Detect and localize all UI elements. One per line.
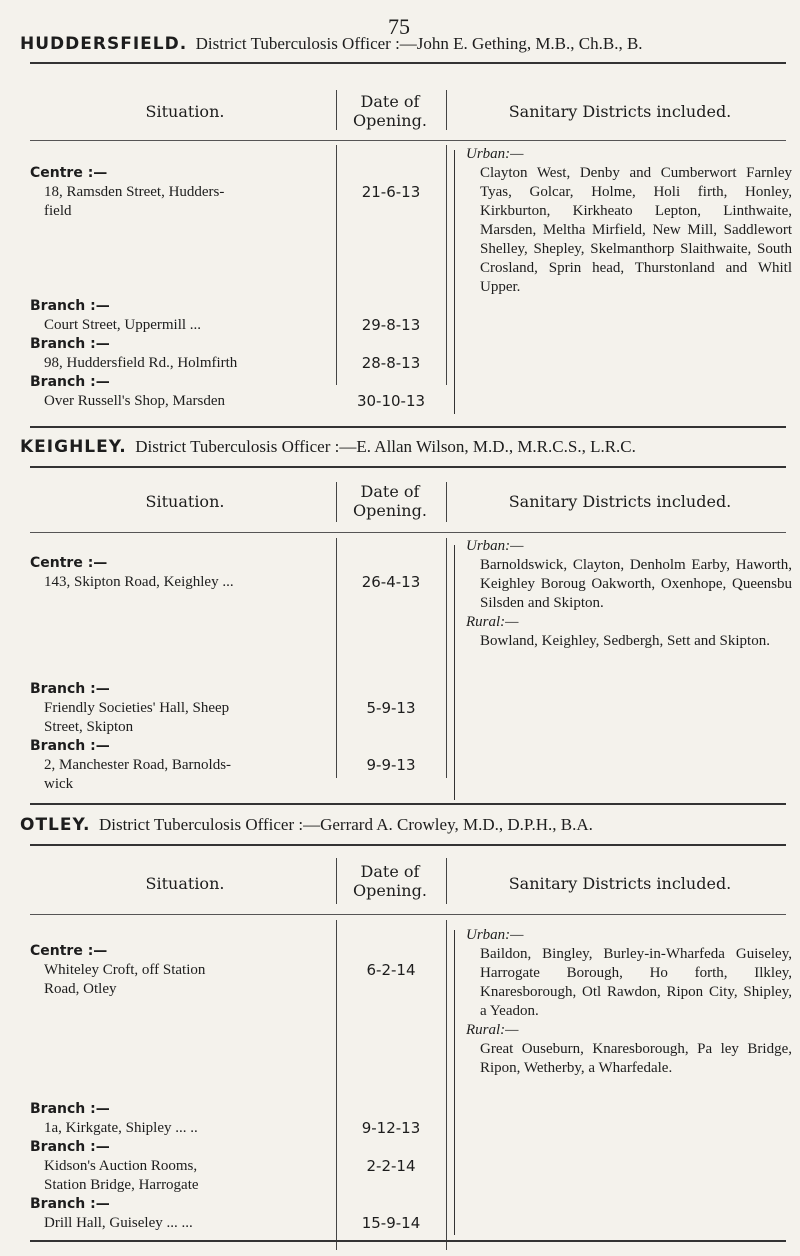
rural-districts: Bowland, Keighley, Sedbergh, Sett and Skipton. bbox=[480, 633, 770, 649]
rural-label: Rural:— bbox=[466, 614, 519, 630]
bracket bbox=[454, 545, 455, 800]
rural-districts: Great Ouseburn, Knaresborough, Pa ley Bridge, Ripon, Wetherby, a Wharfedale. bbox=[480, 1041, 792, 1076]
centre-address-line: 18, Ramsden Street, Hudders- bbox=[44, 184, 225, 200]
section-bottom-rule bbox=[30, 803, 786, 805]
column-divider bbox=[446, 538, 447, 778]
branch-date: 2-2-14 bbox=[366, 1157, 416, 1175]
column-divider bbox=[446, 145, 447, 385]
col-header-date: Date of Opening. bbox=[353, 482, 427, 520]
bracket bbox=[454, 150, 455, 414]
urban-label: Urban:— bbox=[466, 146, 524, 162]
officer-line: District Tuberculosis Officer :—John E. Gething, M.B., Ch.B., B. bbox=[195, 34, 643, 53]
branch-date: 9-12-13 bbox=[361, 1119, 421, 1137]
page-number: 75 bbox=[388, 14, 410, 39]
branch-label: Branch :— bbox=[30, 681, 110, 697]
branch-date: 5-9-13 bbox=[366, 699, 416, 717]
urban-districts: Barnoldswick, Clayton, Denholm Earby, Haworth, Keighley Boroug Oakworth, Oxenhope, Queensbu Silsden and Skipton. bbox=[480, 557, 792, 611]
col-header-districts: Sanitary Districts included. bbox=[508, 874, 732, 893]
bracket bbox=[454, 930, 455, 1235]
col-header-districts: Sanitary Districts included. bbox=[508, 102, 732, 121]
branch-address-line: Over Russell's Shop, Marsden bbox=[44, 393, 226, 409]
branch-date: 29-8-13 bbox=[361, 316, 421, 334]
branch-label: Branch :— bbox=[30, 336, 110, 352]
centre-address-line: 143, Skipton Road, Keighley ... bbox=[44, 574, 234, 590]
sanitary-districts bbox=[466, 926, 792, 1078]
branch-address-line: 2, Manchester Road, Barnolds- bbox=[44, 757, 232, 773]
col-header-situation: Situation. bbox=[145, 102, 225, 121]
sanitary-districts bbox=[466, 145, 792, 297]
col-header-date: Date of Opening. bbox=[353, 862, 427, 900]
col-header-situation: Situation. bbox=[145, 492, 225, 511]
column-divider bbox=[336, 145, 337, 385]
branch-address-line: 98, Huddersfield Rd., Holmfirth bbox=[44, 355, 238, 371]
header-rule bbox=[30, 532, 786, 533]
section-heading-huddersfield bbox=[20, 34, 794, 54]
branch-label: Branch :— bbox=[30, 738, 110, 754]
centre-date: 6-2-14 bbox=[366, 961, 416, 979]
table-top-rule bbox=[30, 466, 786, 468]
branch-address-line: Friendly Societies' Hall, Sheep bbox=[44, 700, 230, 716]
officer-line: District Tuberculosis Officer :—E. Allan Wilson, M.D., M.R.C.S., L.R.C. bbox=[135, 437, 636, 456]
branch-address-line: Street, Skipton bbox=[44, 719, 134, 735]
branch-date: 15-9-14 bbox=[361, 1214, 421, 1232]
branch-address-line: Station Bridge, Harrogate bbox=[44, 1177, 199, 1193]
branch-address-line: Kidson's Auction Rooms, bbox=[44, 1158, 198, 1174]
officer-line: District Tuberculosis Officer :—Gerrard A. Crowley, M.D., D.P.H., B.A. bbox=[98, 815, 593, 834]
branch-date: 9-9-13 bbox=[366, 756, 416, 774]
col-header-situation: Situation. bbox=[145, 874, 225, 893]
centre-date: 26-4-13 bbox=[361, 573, 421, 591]
header-divider bbox=[336, 858, 337, 904]
branch-date: 28-8-13 bbox=[361, 354, 421, 372]
section-bottom-rule bbox=[30, 426, 786, 428]
header-rule bbox=[30, 914, 786, 915]
section-heading-keighley bbox=[20, 437, 794, 457]
town-name: HUDDERSFIELD. bbox=[20, 34, 188, 54]
rural-label: Rural:— bbox=[466, 1022, 519, 1038]
branch-date: 30-10-13 bbox=[356, 392, 426, 410]
sanitary-districts bbox=[466, 537, 792, 651]
urban-label: Urban:— bbox=[466, 927, 524, 943]
centre-address-line: Whiteley Croft, off Station bbox=[44, 962, 206, 978]
branch-label: Branch :— bbox=[30, 298, 110, 314]
col-header-date: Date of Opening. bbox=[353, 92, 427, 130]
urban-districts: Clayton West, Denby and Cumberwort Farnley Tyas, Golcar, Holme, Holi firth, Honley, Kirkburton, Kirkheato Lepton, Linthwaite, Marsden, Meltha Mirfield, New Mill, Saddlewort Shelley, Shepley, Skelmanthorp Slaithwaite, South Crosland, Sprin head, Thurstonland and Whitl Upper. bbox=[480, 165, 792, 295]
column-divider bbox=[446, 920, 447, 1250]
centre-label: Centre :— bbox=[30, 943, 108, 959]
branch-address-line: Drill Hall, Guiseley ... ... bbox=[44, 1215, 193, 1231]
branch-address-line: wick bbox=[44, 776, 74, 792]
branch-label: Branch :— bbox=[30, 1139, 110, 1155]
urban-label: Urban:— bbox=[466, 538, 524, 554]
centre-address-line: Road, Otley bbox=[44, 981, 117, 997]
section-bottom-rule bbox=[30, 1240, 786, 1242]
urban-districts: Baildon, Bingley, Burley-in-Wharfeda Guiseley, Harrogate Borough, Ho forth, Ilkley, Knaresborough, Otl Rawdon, Ripon City, Shipley, a Yeadon. bbox=[480, 946, 792, 1019]
col-header-districts: Sanitary Districts included. bbox=[508, 492, 732, 511]
town-name: KEIGHLEY. bbox=[20, 437, 127, 457]
table-top-rule bbox=[30, 62, 786, 64]
header-divider bbox=[446, 858, 447, 904]
centre-label: Centre :— bbox=[30, 555, 108, 571]
branch-address-line: 1a, Kirkgate, Shipley ... .. bbox=[44, 1120, 198, 1136]
header-divider bbox=[446, 482, 447, 522]
branch-label: Branch :— bbox=[30, 1101, 110, 1117]
table-top-rule bbox=[30, 844, 786, 846]
centre-address-line: field bbox=[44, 203, 72, 219]
town-name: OTLEY. bbox=[20, 815, 91, 835]
centre-date: 21-6-13 bbox=[361, 183, 421, 201]
branch-address-line: Court Street, Uppermill ... bbox=[44, 317, 202, 333]
centre-label: Centre :— bbox=[30, 165, 108, 181]
header-divider bbox=[336, 90, 337, 130]
header-divider bbox=[446, 90, 447, 130]
section-heading-otley bbox=[20, 815, 794, 835]
header-rule bbox=[30, 140, 786, 141]
branch-label: Branch :— bbox=[30, 374, 110, 390]
branch-label: Branch :— bbox=[30, 1196, 110, 1212]
header-divider bbox=[336, 482, 337, 522]
